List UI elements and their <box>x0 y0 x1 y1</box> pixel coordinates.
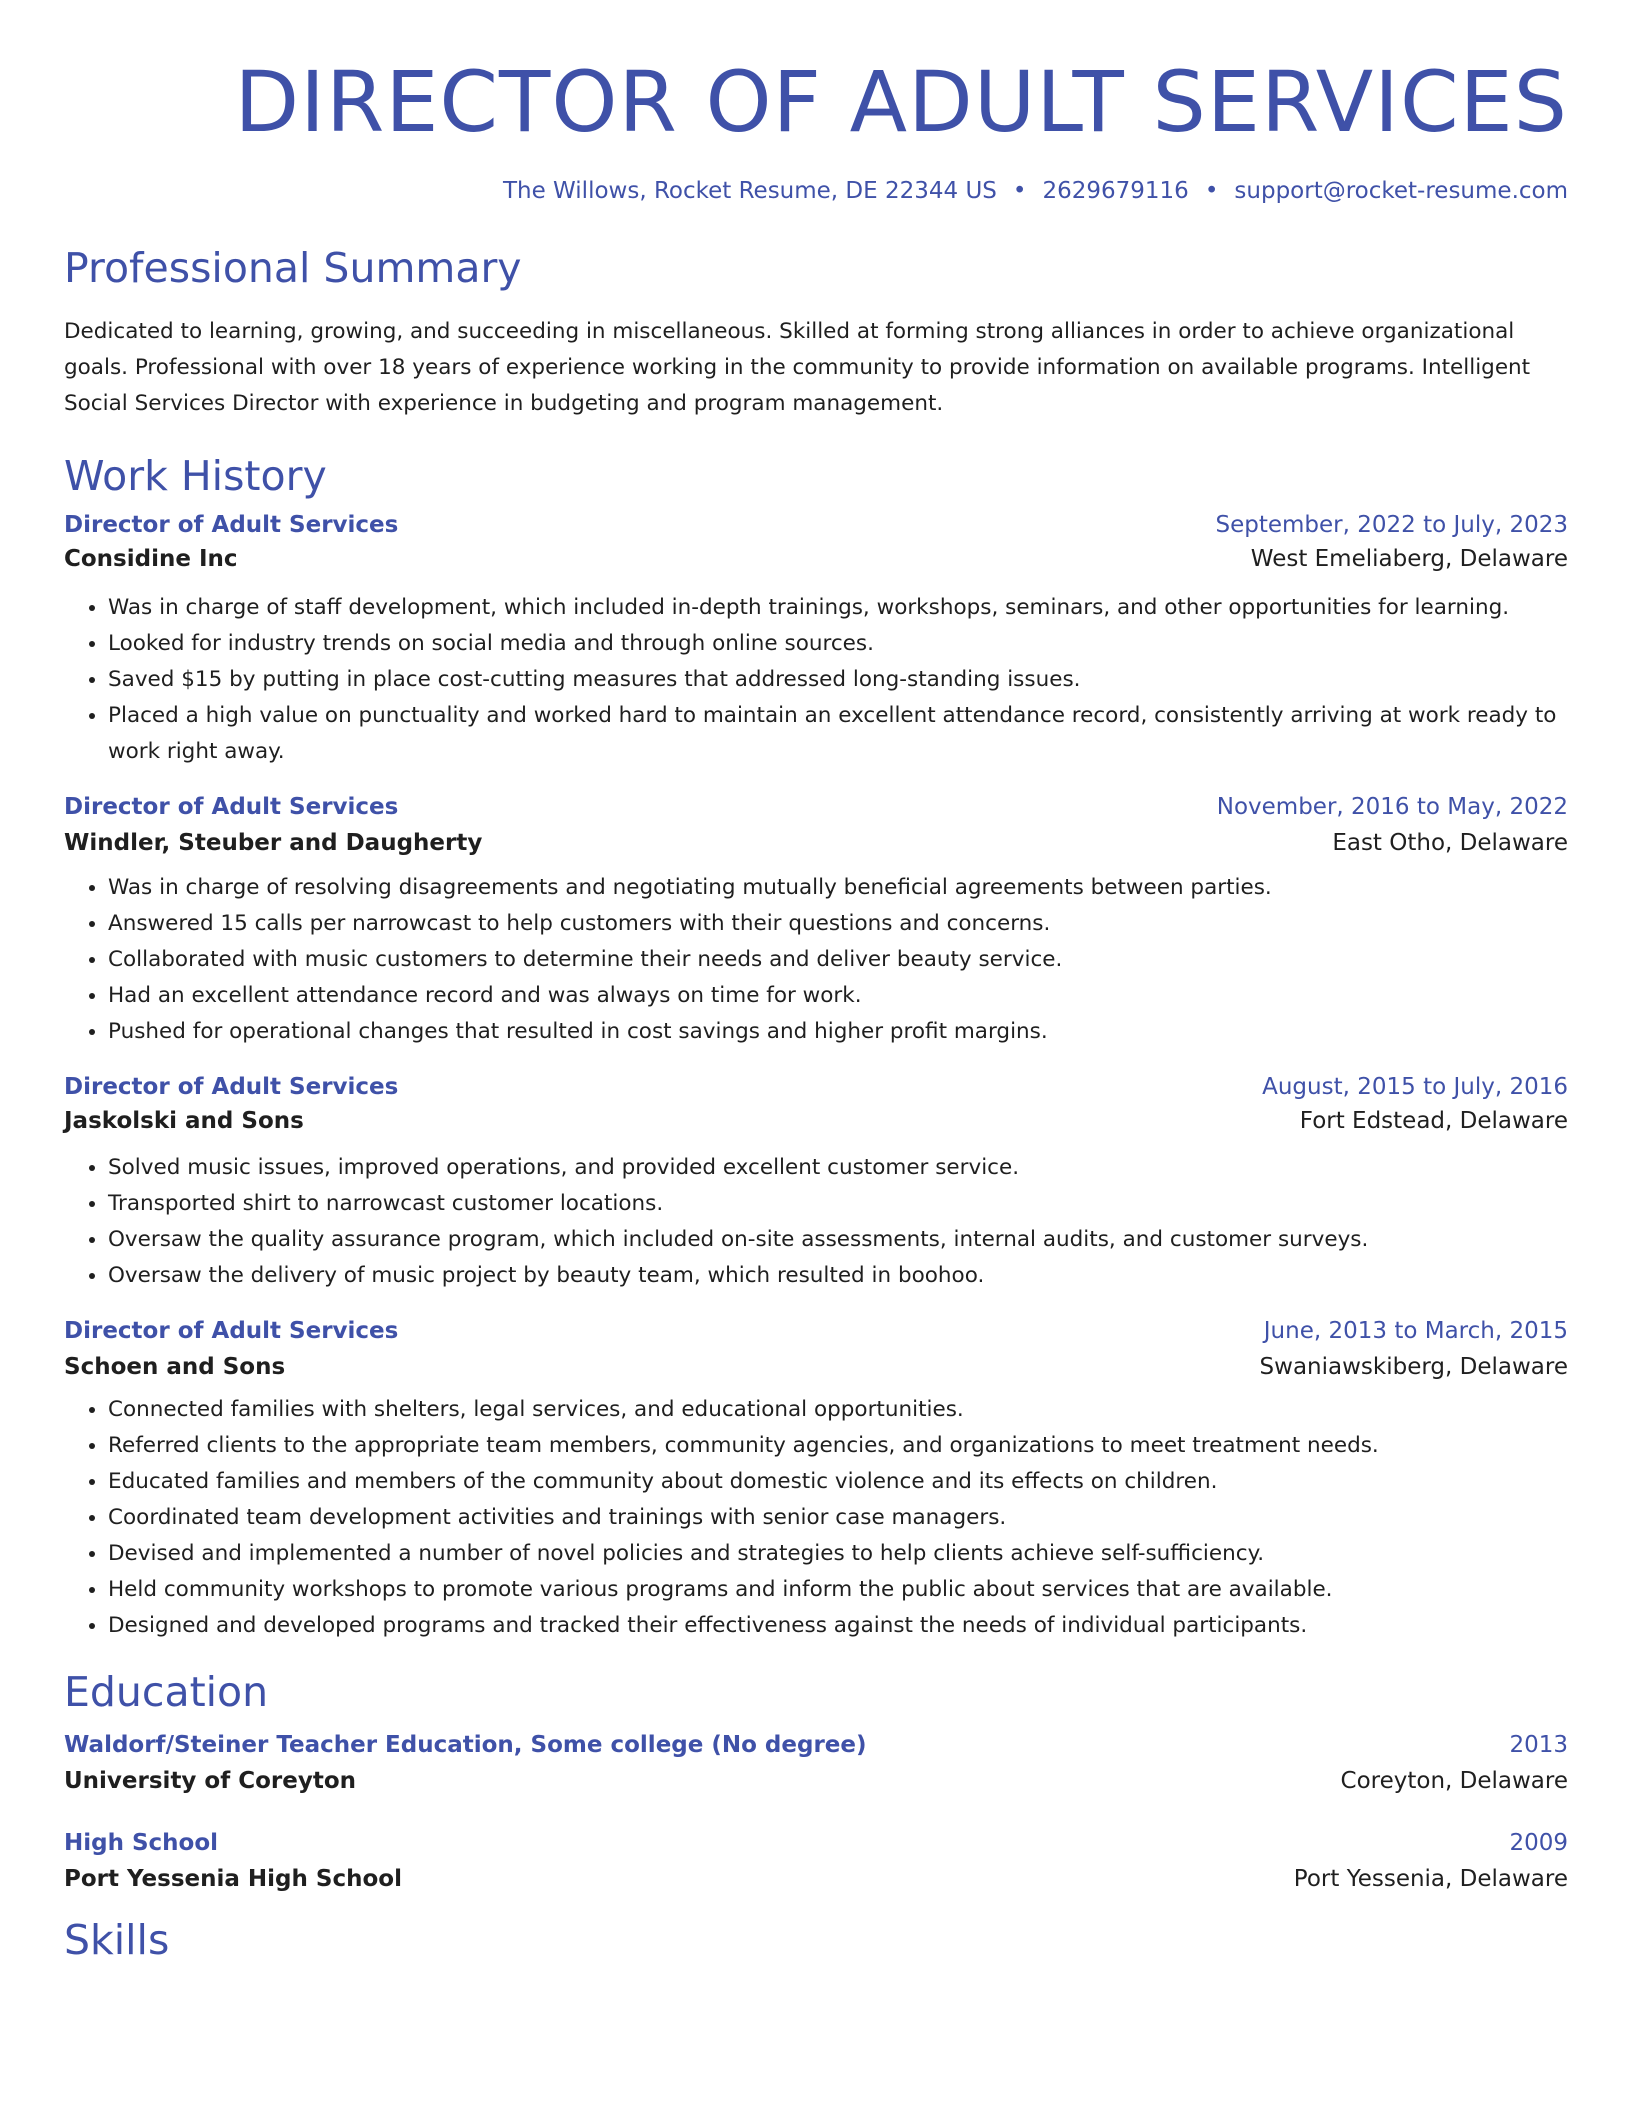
resume-title: DIRECTOR OF ADULT SERVICES <box>234 53 1568 151</box>
education-heading: Education <box>64 1668 269 1716</box>
job-bullet: • Solved music issues, improved operations, and provided excellent customer service. <box>108 1150 1568 1186</box>
job-dates: September, 2022 to July, 2023 <box>1215 512 1568 538</box>
job-bullet: • Saved $15 by putting in place cost-cutting measures that addressed long-standing issues. <box>108 662 1568 698</box>
job-employer: Jaskolski and Sons <box>64 1108 304 1134</box>
job-title: Director of Adult Services <box>64 1074 399 1100</box>
job-bullets <box>64 870 1568 1050</box>
education-location: Coreyton, Delaware <box>1340 1768 1568 1794</box>
job-employer: Considine Inc <box>64 546 238 572</box>
job-bullet: • Connected families with shelters, legal services, and educational opportunities. <box>108 1392 1568 1428</box>
education-location: Port Yessenia, Delaware <box>1293 1866 1568 1892</box>
job-entry <box>64 512 1568 770</box>
job-entry <box>64 1074 1568 1294</box>
job-bullets <box>64 590 1568 770</box>
job-bullet: • Was in charge of staff development, which included in-depth trainings, workshops, seminars, and other opportunities for learning. <box>108 590 1568 626</box>
contact-separator: • <box>1204 178 1219 204</box>
contact-address: The Willows, Rocket Resume, DE 22344 US <box>502 178 997 204</box>
job-dates: August, 2015 to July, 2016 <box>1262 1074 1568 1100</box>
job-bullet: • Transported shirt to narrowcast customer locations. <box>108 1186 1568 1222</box>
job-bullet: • Oversaw the delivery of music project by beauty team, which resulted in boohoo. <box>108 1258 1568 1294</box>
job-bullet: • Collaborated with music customers to determine their needs and deliver beauty service. <box>108 942 1568 978</box>
job-bullet: • Pushed for operational changes that resulted in cost savings and higher profit margins. <box>108 1014 1568 1050</box>
job-dates: June, 2013 to March, 2015 <box>1263 1318 1568 1344</box>
job-bullet: • Oversaw the quality assurance program, which included on-site assessments, internal audits, and customer surveys. <box>108 1222 1568 1258</box>
education-year: 2009 <box>1509 1830 1568 1856</box>
job-bullet: • Held community workshops to promote various programs and inform the public about services that are available. <box>108 1572 1568 1608</box>
job-bullet: • Devised and implemented a number of novel policies and strategies to help clients achieve self-sufficiency. <box>108 1536 1568 1572</box>
job-bullets <box>64 1392 1568 1644</box>
job-title: Director of Adult Services <box>64 1318 399 1344</box>
education-year: 2013 <box>1509 1732 1568 1758</box>
job-location: Swaniawskiberg, Delaware <box>1259 1354 1568 1380</box>
job-location: Fort Edstead, Delaware <box>1299 1108 1568 1134</box>
skills-heading: Skills <box>64 1916 170 1964</box>
contact-separator: • <box>1012 178 1027 204</box>
job-dates: November, 2016 to May, 2022 <box>1216 794 1568 820</box>
job-entry <box>64 794 1568 1050</box>
job-bullet: • Placed a high value on punctuality and worked hard to maintain an excellent attendance record, consistently arriving at work ready to work right away. <box>108 698 1568 770</box>
summary-heading: Professional Summary <box>64 244 522 292</box>
job-bullet: • Answered 15 calls per narrowcast to help customers with their questions and concerns. <box>108 906 1568 942</box>
job-bullet: • Was in charge of resolving disagreements and negotiating mutually beneficial agreements between parties. <box>108 870 1568 906</box>
job-bullet: • Designed and developed programs and tracked their effectiveness against the needs of individual participants. <box>108 1608 1568 1644</box>
job-bullet: • Looked for industry trends on social media and through online sources. <box>108 626 1568 662</box>
job-bullets <box>64 1150 1568 1294</box>
job-entry <box>64 1318 1568 1644</box>
job-bullet: • Referred clients to the appropriate team members, community agencies, and organizations to meet treatment needs. <box>108 1428 1568 1464</box>
job-title: Director of Adult Services <box>64 794 399 820</box>
education-entry <box>64 1830 1568 1892</box>
job-bullet: • Had an excellent attendance record and was always on time for work. <box>108 978 1568 1014</box>
education-school: Port Yessenia High School <box>64 1866 402 1892</box>
resume-page <box>64 0 1568 1964</box>
job-location: East Otho, Delaware <box>1332 830 1568 856</box>
job-employer: Schoen and Sons <box>64 1354 286 1380</box>
job-title: Director of Adult Services <box>64 512 399 538</box>
job-location: West Emeliaberg, Delaware <box>1250 546 1568 572</box>
contact-phone: 2629679116 <box>1042 178 1189 204</box>
job-bullet: • Educated families and members of the community about domestic violence and its effects on children. <box>108 1464 1568 1500</box>
education-degree: Waldorf/Steiner Teacher Education, Some college (No degree) <box>64 1732 867 1758</box>
contact-line <box>64 178 1568 204</box>
job-employer: Windler, Steuber and Daugherty <box>64 830 483 856</box>
work-history-heading: Work History <box>64 452 327 500</box>
education-school: University of Coreyton <box>64 1768 357 1794</box>
job-bullet: • Coordinated team development activities and trainings with senior case managers. <box>108 1500 1568 1536</box>
education-entry <box>64 1732 1568 1794</box>
education-degree: High School <box>64 1830 219 1856</box>
contact-email: support@rocket-resume.com <box>1234 178 1568 204</box>
summary-text: Dedicated to learning, growing, and succeeding in miscellaneous. Skilled at forming strong alliances in order to achieve organizational goals. Professional with over 18 years of experience working in the community to provide information on available programs. Intelligent Social Services Director with experience in budgeting and program management. <box>64 319 1531 416</box>
